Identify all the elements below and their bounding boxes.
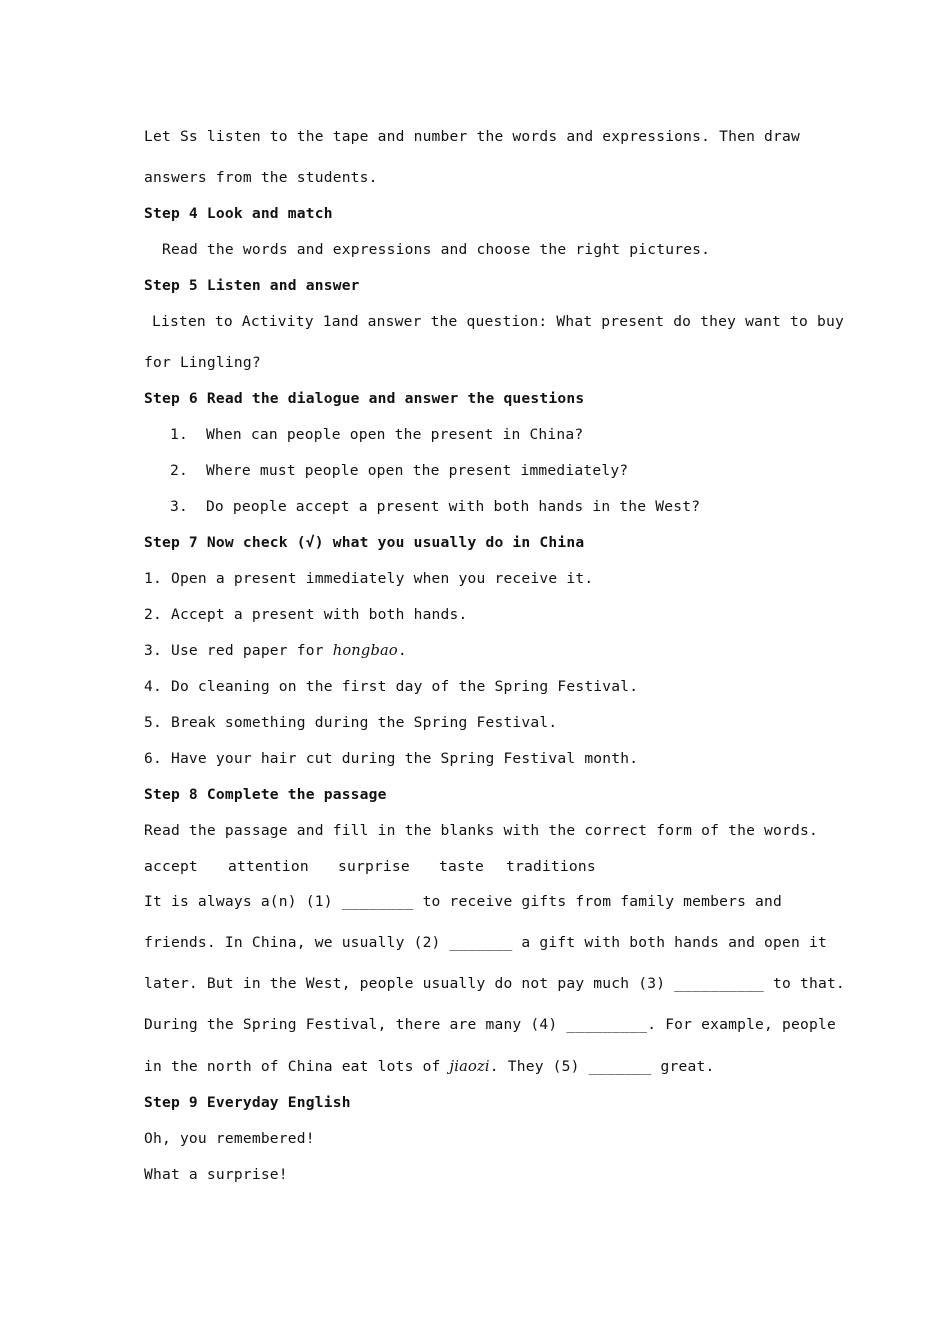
passage-text: in the north of China eat lots of [144, 1058, 450, 1075]
word-bank-item: taste [439, 858, 484, 875]
step7-item: 6. Have your hair cut during the Spring Festival month. [144, 750, 639, 767]
step5-line-2: for Lingling? [144, 354, 261, 371]
passage-line-5 [144, 1057, 714, 1077]
step5-heading: Step 5 Listen and answer [144, 277, 360, 294]
intro-line-1: Let Ss listen to the tape and number the words and expressions. Then draw [144, 128, 800, 145]
step7-item [144, 641, 407, 661]
passage-line-3: later. But in the West, people usually do not pay much (3) __________ to that. [144, 975, 845, 992]
word-bank-item: attention [228, 858, 309, 875]
step9-line: What a surprise! [144, 1166, 288, 1183]
step9-line: Oh, you remembered! [144, 1130, 315, 1147]
word-bank [144, 857, 596, 877]
step7-heading: Step 7 Now check (√) what you usually do in China [144, 534, 585, 551]
passage-line-4: During the Spring Festival, there are many (4) _________. For example, people [144, 1016, 836, 1033]
passage-line-2: friends. In China, we usually (2) _______ a gift with both hands and open it [144, 934, 827, 951]
word-bank-item: surprise [338, 858, 410, 875]
step6-question: 3. Do people accept a present with both hands in the West? [170, 498, 701, 515]
step8-heading: Step 8 Complete the passage [144, 786, 387, 803]
step7-item: 4. Do cleaning on the first day of the Spring Festival. [144, 678, 639, 695]
step4-heading: Step 4 Look and match [144, 205, 333, 222]
word-bank-item: accept [144, 858, 198, 875]
step8-instruction: Read the passage and fill in the blanks with the correct form of the words. [144, 822, 818, 839]
step7-item-text: 3. Use red paper for [144, 642, 333, 659]
step7-item: 5. Break something during the Spring Festival. [144, 714, 558, 731]
passage-text: . They (5) _______ great. [489, 1058, 715, 1075]
step4-text: Read the words and expressions and choose the right pictures. [162, 241, 711, 258]
step7-item: 1. Open a present immediately when you receive it. [144, 570, 594, 587]
step7-item-text: . [397, 642, 407, 659]
passage-line-1: It is always a(n) (1) ________ to receive gifts from family members and [144, 893, 783, 910]
step7-item-italic: hongbao [332, 642, 398, 659]
step6-question: 2. Where must people open the present immediately? [170, 462, 629, 479]
step7-item: 2. Accept a present with both hands. [144, 606, 468, 623]
step6-heading: Step 6 Read the dialogue and answer the questions [144, 390, 585, 407]
step5-line-1: Listen to Activity 1and answer the question: What present do they want to buy [152, 313, 844, 330]
passage-italic-word: jiaozi [449, 1058, 490, 1075]
step6-question: 1. When can people open the present in China? [170, 426, 584, 443]
word-bank-item: traditions [506, 858, 596, 875]
intro-line-2: answers from the students. [144, 169, 378, 186]
step9-heading: Step 9 Everyday English [144, 1094, 351, 1111]
